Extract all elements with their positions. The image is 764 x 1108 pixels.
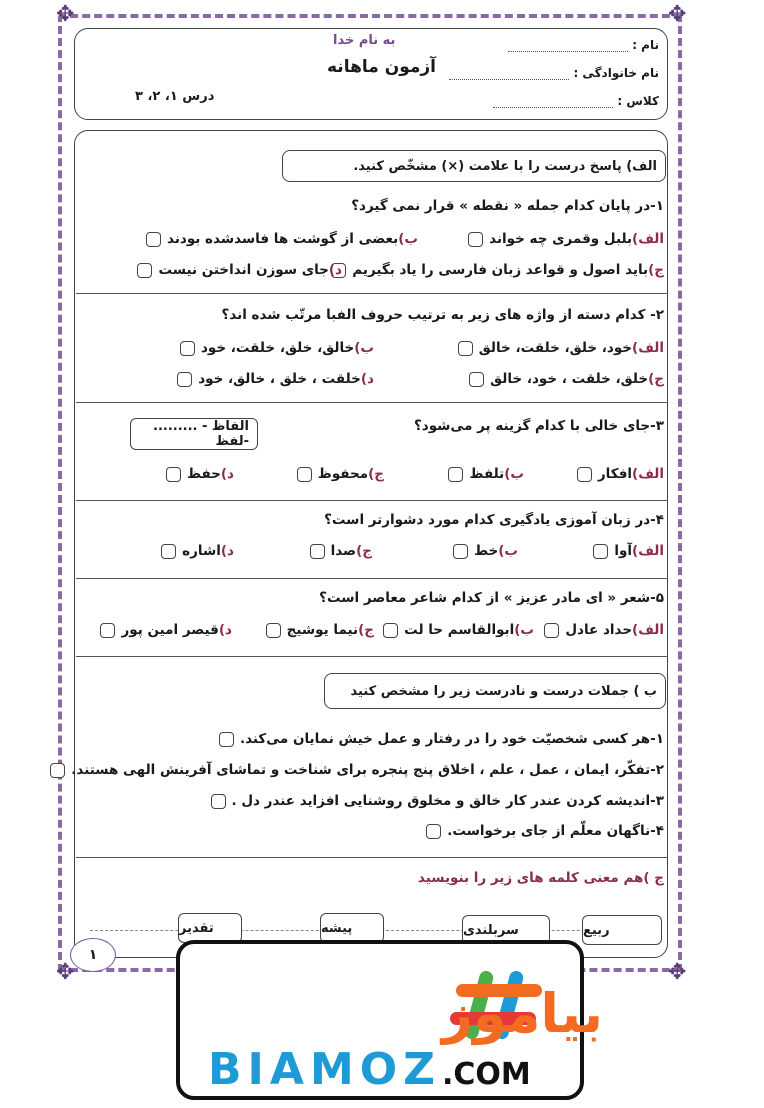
checkbox[interactable] [146,232,161,247]
q2-option-c[interactable]: ج)خلق، خلقت ، خود، خالق [469,371,664,387]
word-sarbolandi: سربلندی [462,915,550,945]
section-b-instruction: ب ) جملات درست و نادرست زیر را مشخص کنید [324,673,666,709]
logo-latin: BIAMOZ [208,1044,442,1095]
checkbox[interactable] [50,763,65,778]
q5-option-a[interactable]: الف)حداد عادل [544,622,664,638]
header-box [74,28,668,120]
q3-option-b[interactable]: ب)تلفظ [448,466,524,482]
logo-persian: بیاموز [442,982,603,1045]
corner-ornament-icon: ✥ [56,960,75,985]
q3-option-c[interactable]: ج)محفوظ [297,466,384,482]
question-1: ۱-در پایان کدام جمله « نقطه » قرار نمی گیرد؟ [351,198,664,214]
divider [76,857,668,858]
lessons-label: درس ۱، ۲، ۳ [135,89,215,104]
checkbox[interactable] [166,467,181,482]
family-field[interactable]: نام خانوادگی : [449,65,659,80]
name-line[interactable] [508,37,628,52]
checkbox[interactable] [266,623,281,638]
class-line[interactable] [493,93,613,108]
q3-option-d[interactable]: د)حفظ [166,466,234,482]
question-2: ۲- کدام دسته از واژه های زیر به ترتیب حروف الفبا مرتّب شده اند؟ [221,307,664,323]
q1-option-c[interactable]: ج)باید اصول و قواعد زبان فارسی را یاد بگیریم [331,262,664,278]
q2-option-b[interactable]: ب)خالق، خلق، خلقت، خود [180,340,374,356]
tf-item-3[interactable]: ۳-اندیشه کردن عندر کار خالق و مخلوق روشنایی افزاید عندر دل . [211,793,664,809]
section-a-instruction: الف) پاسخ درست را با علامت (×) مشخّص کنید. [282,150,666,182]
q1-option-d[interactable]: د)جای سوزن انداختن نیست [137,262,342,278]
name-field[interactable]: نام : [508,37,659,52]
checkbox[interactable] [383,623,398,638]
question-4: ۴-در زبان آموزی یادگیری کدام مورد دشوارتر است؟ [324,512,664,528]
tf-item-2[interactable]: ۲-تفکّر، ایمان ، عمل ، علم ، اخلاق پنج پنجره برای شناخت و تماشای آفرینش الهی هستند. [50,762,664,778]
tf-item-1[interactable]: ۱-هر کسی شخصیّت خود را در رفتار و عمل خیش نمایان می‌کند. [219,731,664,747]
section-c-instruction: ج )هم معنی کلمه های زیر را بنویسید [417,870,664,886]
q1-option-b[interactable]: ب)بعضی از گوشت ها فاسدشده بودند [146,231,418,247]
checkbox[interactable] [448,467,463,482]
blank-box: الفاظ - ......... -لفظ [130,418,258,450]
checkbox[interactable] [297,467,312,482]
q5-option-d[interactable]: د)قیصر امین پور [100,622,232,638]
checkbox[interactable] [177,372,192,387]
q5-option-c[interactable]: ج)نیما یوشیج [266,622,374,638]
q2-option-a[interactable]: الف)خود، خلق، خلقت، خالق [458,340,664,356]
divider [76,656,668,657]
q4-option-d[interactable]: د)اشاره [161,543,234,559]
checkbox[interactable] [310,544,325,559]
q4-option-a[interactable]: الف)آوا [593,543,664,559]
checkbox[interactable] [426,824,441,839]
basmala: به نام خدا [333,33,396,48]
divider [76,500,668,501]
q1-option-a[interactable]: الف)بلبل وقمری چه خواند [468,231,664,247]
q2-option-d[interactable]: د)خلقت ، خلق ، خالق، خود [177,371,374,387]
checkbox[interactable] [469,372,484,387]
logo-graphic [180,944,603,1096]
q4-option-c[interactable]: ج)صدا [310,543,372,559]
q3-option-a[interactable]: الف)افکار [577,466,664,482]
checkbox[interactable] [100,623,115,638]
biamoz-logo [176,940,603,1100]
checkbox[interactable] [458,341,473,356]
word-taghdir: تقدیر [178,913,242,943]
checkbox[interactable] [468,232,483,247]
question-5: ۵-شعر « ای مادر عزیز » از کدام شاعر معاصر است؟ [319,590,664,606]
checkbox[interactable] [577,467,592,482]
class-field[interactable]: کلاس : [493,93,659,108]
divider [76,293,668,294]
question-3: ۳-جای خالی با کدام گزینه پر می‌شود؟ [413,418,664,434]
checkbox[interactable] [453,544,468,559]
checkbox[interactable] [211,794,226,809]
divider [76,402,668,403]
checkbox[interactable] [180,341,195,356]
tf-item-4[interactable]: ۴-ناگهان معلّم از جای برخواست. [426,823,664,839]
word-pisheh: پیشه [320,913,384,943]
exam-title: آزمون ماهانه [327,57,436,77]
divider [76,578,668,579]
q5-option-b[interactable]: ب)ابوالقاسم حا لت [383,622,534,638]
checkbox[interactable] [219,732,234,747]
checkbox[interactable] [544,623,559,638]
corner-ornament-icon: ✥ [668,2,687,27]
corner-ornament-icon: ✥ [56,2,75,27]
checkbox[interactable] [137,263,152,278]
q4-option-b[interactable]: ب)خط [453,543,518,559]
page-number: ۱ [70,938,116,972]
checkbox[interactable] [593,544,608,559]
family-line[interactable] [449,65,569,80]
logo-domain: .COM [442,1057,531,1092]
word-rabi: ربیع [582,915,662,945]
corner-ornament-icon: ✥ [668,960,687,985]
checkbox[interactable] [161,544,176,559]
